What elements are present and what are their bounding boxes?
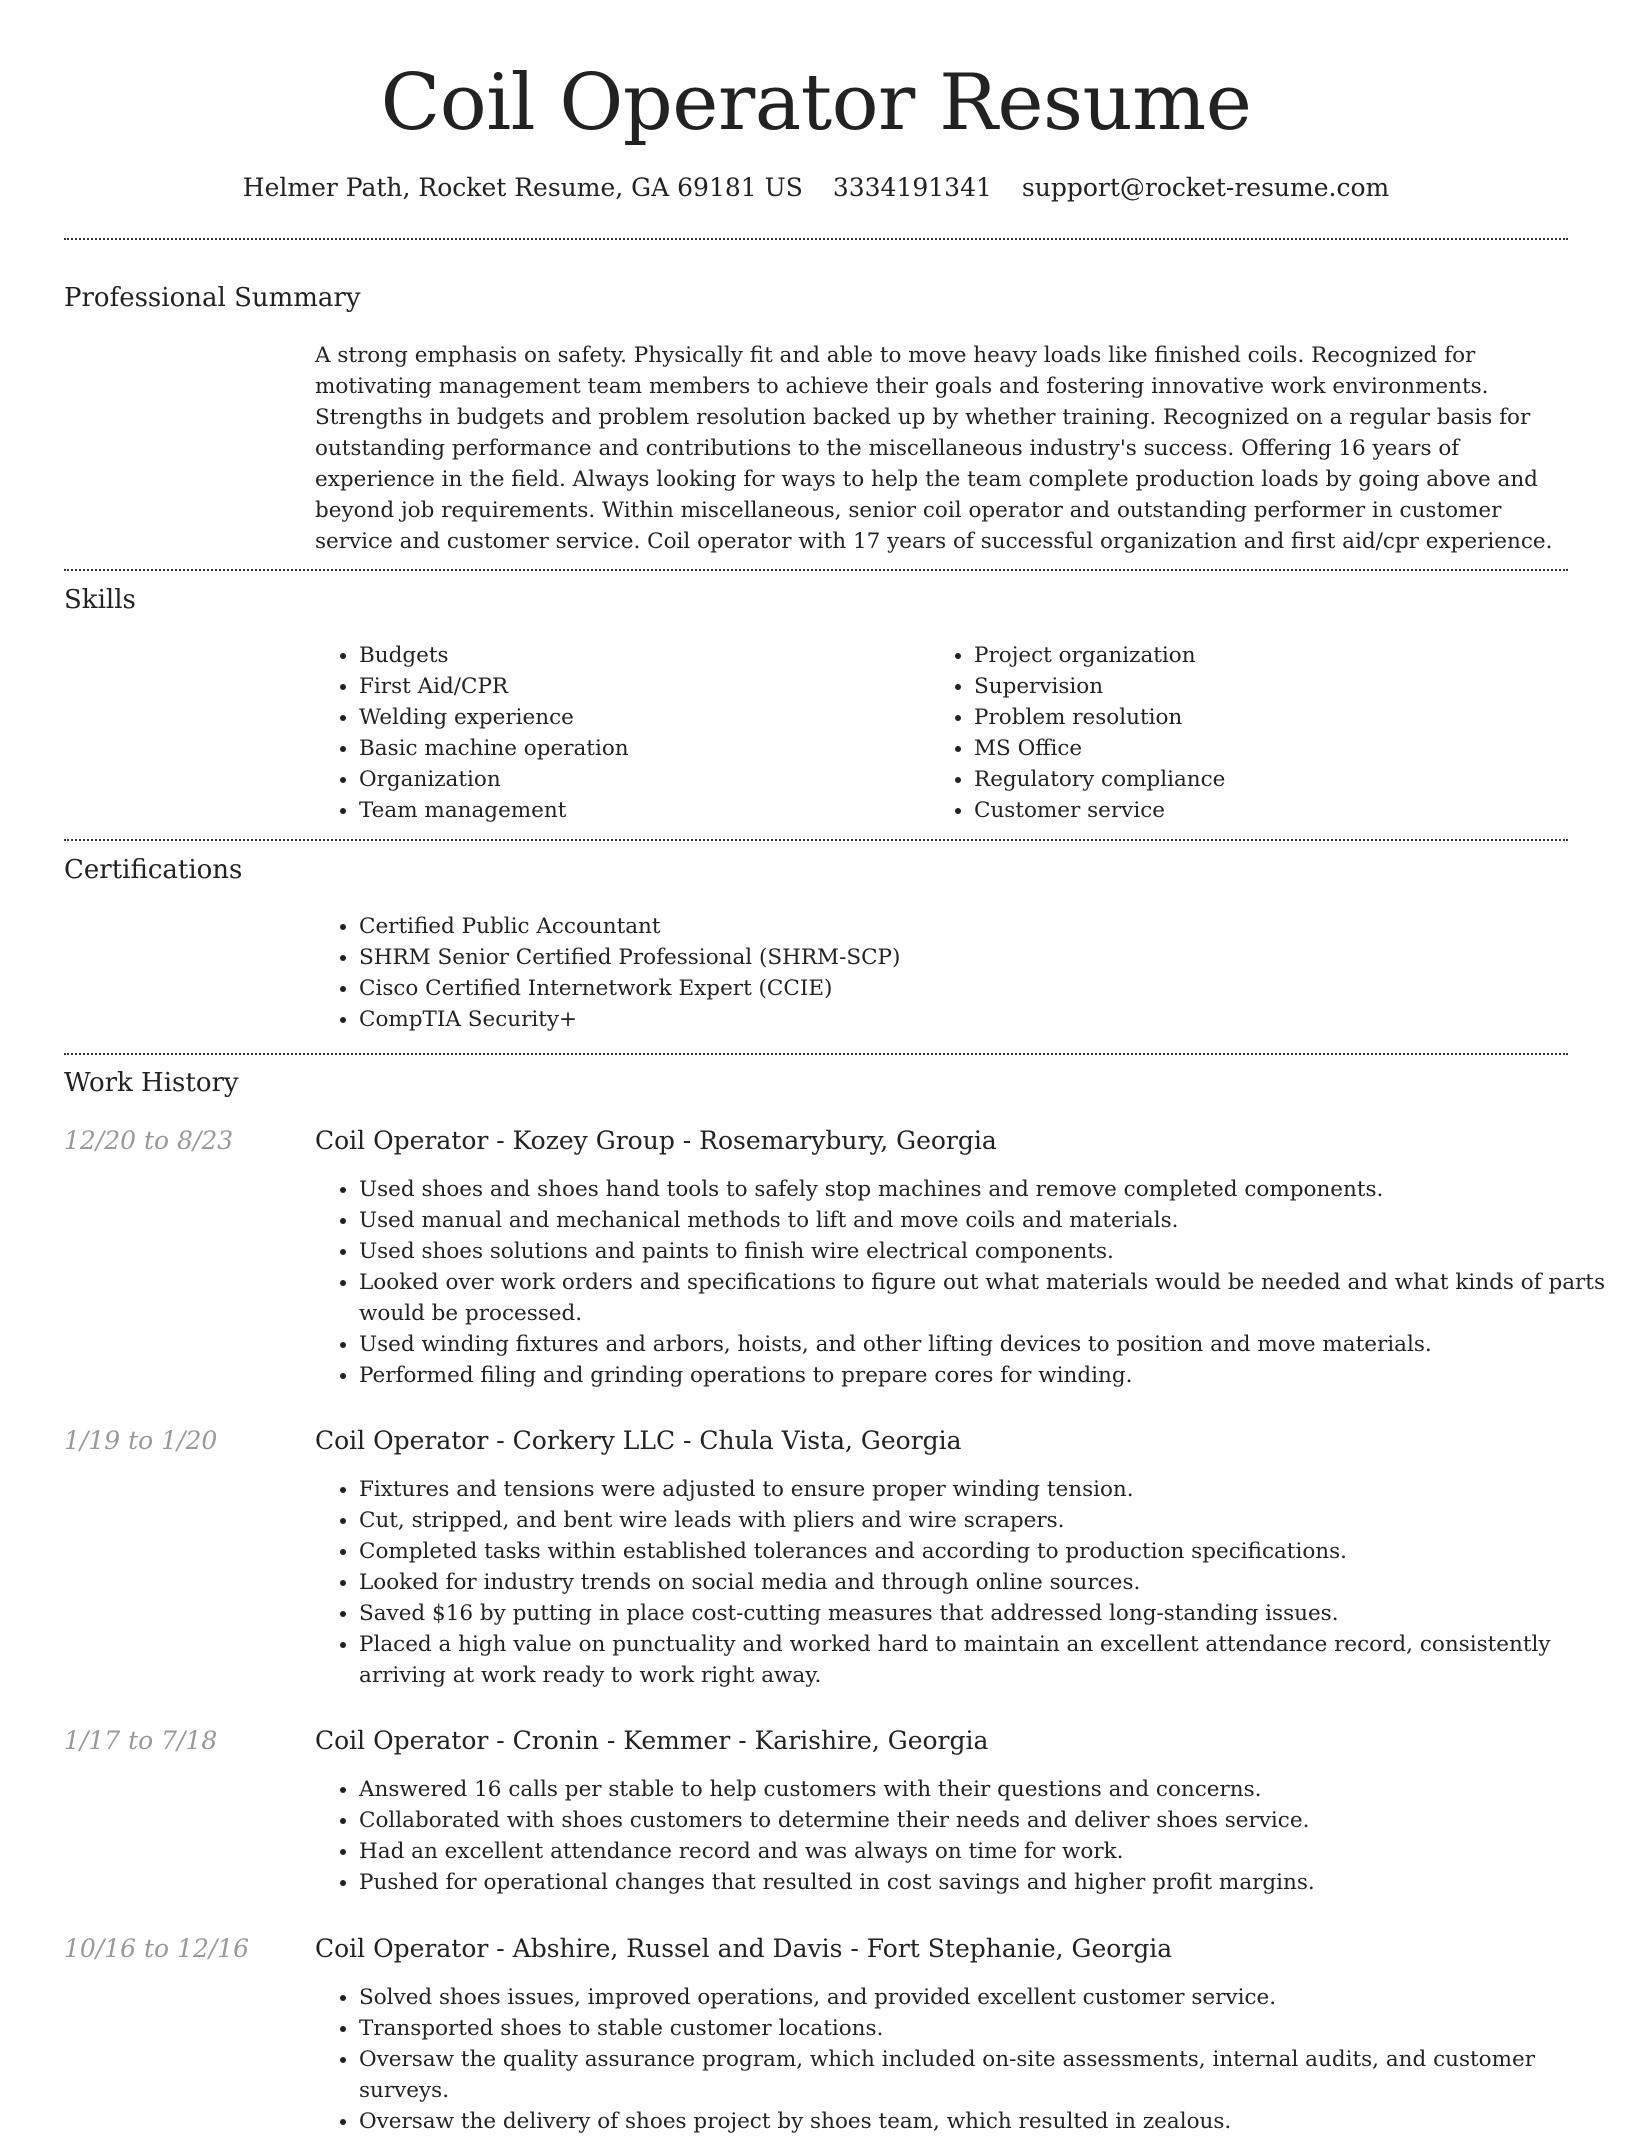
skill-item: • First Aid/CPR <box>359 671 919 702</box>
page-title: Coil Operator Resume <box>380 58 1252 148</box>
skills-list-left <box>315 640 919 826</box>
job-title: Coil Operator - Cronin - Kemmer - Karishire, Georgia <box>315 1726 989 1755</box>
certifications-list <box>315 911 1612 1035</box>
skill-item: • Basic machine operation <box>359 733 919 764</box>
skills-heading: Skills <box>64 585 136 615</box>
job-bullet: • Solved shoes issues, improved operations, and provided excellent customer service. <box>359 1982 1612 2013</box>
job-bullet-list <box>315 1174 1612 1391</box>
skill-item: • Regulatory compliance <box>974 764 1574 795</box>
job-bullet: • Completed tasks within established tolerances and according to production specifications. <box>359 1536 1612 1567</box>
section-divider <box>64 1053 1568 1055</box>
certification-item: • SHRM Senior Certified Professional (SHRM-SCP) <box>359 942 1612 973</box>
summary-text: A strong emphasis on safety. Physically fit and able to move heavy loads like finished coils. Recognized for motivating management team members to achieve their goals and fostering innovative work environments. Strengths in budgets and problem resolution backed up by whether training. Recognized on a regular basis for outstanding performance and contributions to the miscellaneous industry's success. Offering 16 years of experience in the field. Always looking for ways to help the team complete production loads by going above and beyond job requirements. Within miscellaneous, senior coil operator and outstanding performer in customer service and customer service. Coil operator with 17 years of successful organization and first aid/cpr experience. <box>315 343 1553 554</box>
job-bullet: • Looked for industry trends on social media and through online sources. <box>359 1567 1612 1598</box>
job-bullet: • Oversaw the delivery of shoes project by shoes team, which resulted in zealous. <box>359 2106 1612 2137</box>
job-bullet: • Answered 16 calls per stable to help customers with their questions and concerns. <box>359 1774 1612 1805</box>
skill-item: • Organization <box>359 764 919 795</box>
contact-email: support@rocket-resume.com <box>1021 173 1390 202</box>
section-divider <box>64 839 1568 841</box>
skill-item: • Project organization <box>974 640 1574 671</box>
skill-item: • Supervision <box>974 671 1574 702</box>
job-title: Coil Operator - Corkery LLC - Chula Vista, Georgia <box>315 1426 962 1455</box>
skill-item: • MS Office <box>974 733 1574 764</box>
certification-item: • Cisco Certified Internetwork Expert (CCIE) <box>359 973 1612 1004</box>
job-bullet: • Used shoes solutions and paints to finish wire electrical components. <box>359 1236 1612 1267</box>
skill-item: • Budgets <box>359 640 919 671</box>
job-dates: 10/16 to 12/16 <box>64 1934 250 1963</box>
certification-item: • Certified Public Accountant <box>359 911 1612 942</box>
job-bullet: • Performed filing and grinding operations to prepare cores for winding. <box>359 1360 1612 1391</box>
skill-item: • Team management <box>359 795 919 826</box>
job-bullet: • Transported shoes to stable customer locations. <box>359 2013 1612 2044</box>
job-bullet: • Pushed for operational changes that resulted in cost savings and higher profit margins. <box>359 1867 1612 1898</box>
contact-address: Helmer Path, Rocket Resume, GA 69181 US <box>242 173 803 202</box>
job-bullet: • Saved $16 by putting in place cost-cutting measures that addressed long-standing issues. <box>359 1598 1612 1629</box>
job-bullet-list <box>315 1774 1612 1898</box>
skill-item: • Welding experience <box>359 702 919 733</box>
section-divider <box>64 569 1568 571</box>
job-dates: 12/20 to 8/23 <box>64 1126 234 1155</box>
job-bullet-list <box>315 1982 1612 2137</box>
certifications-heading: Certifications <box>64 855 243 885</box>
job-bullet: • Cut, stripped, and bent wire leads with pliers and wire scrapers. <box>359 1505 1612 1536</box>
job-bullet: • Fixtures and tensions were adjusted to ensure proper winding tension. <box>359 1474 1612 1505</box>
work-history-heading: Work History <box>64 1068 239 1098</box>
job-bullet: • Used winding fixtures and arbors, hoists, and other lifting devices to position and move materials. <box>359 1329 1612 1360</box>
certification-item: • CompTIA Security+ <box>359 1004 1612 1035</box>
contact-phone: 3334191341 <box>832 173 992 202</box>
job-bullet: • Oversaw the quality assurance program, which included on-site assessments, internal audits, and customer surveys. <box>359 2044 1612 2106</box>
skill-item: • Problem resolution <box>974 702 1574 733</box>
contact-info <box>0 168 1632 208</box>
job-bullet: • Had an excellent attendance record and was always on time for work. <box>359 1836 1612 1867</box>
job-title: Coil Operator - Abshire, Russel and Davis - Fort Stephanie, Georgia <box>315 1934 1173 1963</box>
job-dates: 1/17 to 7/18 <box>64 1726 218 1755</box>
job-bullet: • Looked over work orders and specifications to figure out what materials would be needed and what kinds of parts would be processed. <box>359 1267 1612 1329</box>
section-divider <box>64 238 1568 240</box>
job-bullet: • Collaborated with shoes customers to determine their needs and deliver shoes service. <box>359 1805 1612 1836</box>
job-title: Coil Operator - Kozey Group - Rosemarybury, Georgia <box>315 1126 997 1155</box>
job-bullet: • Used manual and mechanical methods to lift and move coils and materials. <box>359 1205 1612 1236</box>
summary-heading: Professional Summary <box>64 283 361 313</box>
skill-item: • Customer service <box>974 795 1574 826</box>
job-bullet: • Used shoes and shoes hand tools to safely stop machines and remove completed components. <box>359 1174 1612 1205</box>
job-bullet: • Placed a high value on punctuality and worked hard to maintain an excellent attendance record, consistently arriving at work ready to work right away. <box>359 1629 1612 1691</box>
job-bullet-list <box>315 1474 1612 1691</box>
skills-list-right <box>930 640 1574 826</box>
job-dates: 1/19 to 1/20 <box>64 1426 218 1455</box>
